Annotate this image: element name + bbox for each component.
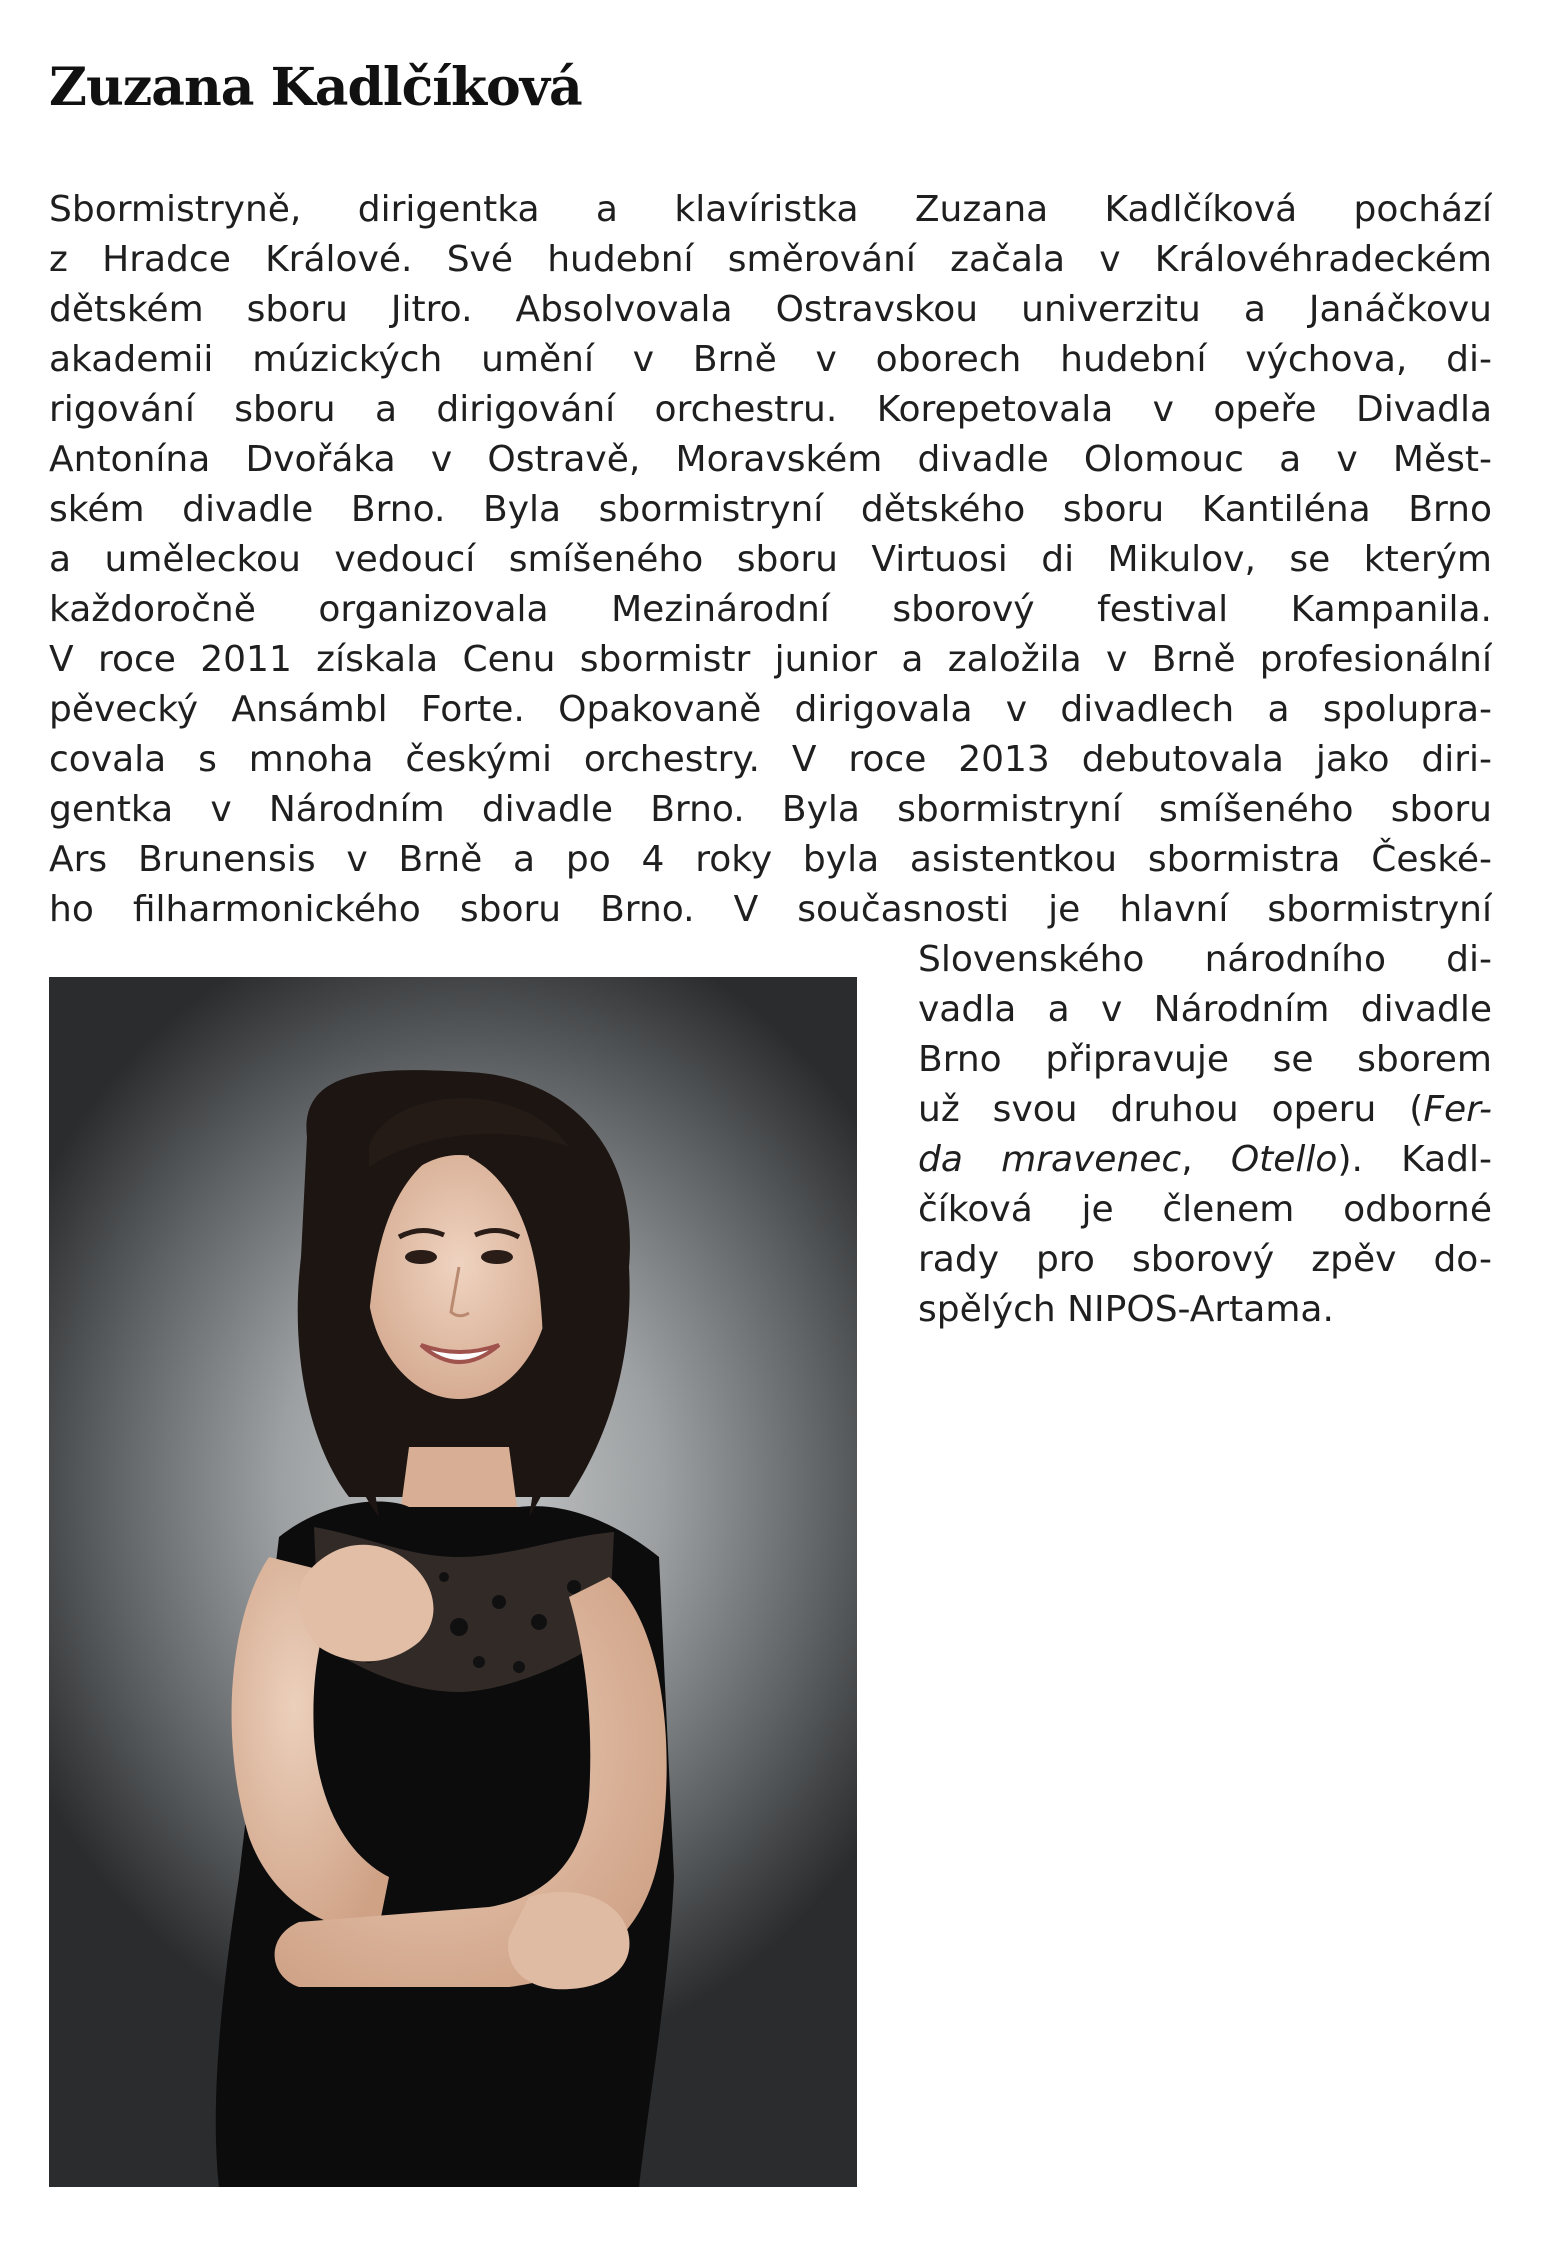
side-line-text: ,	[1181, 1139, 1231, 1180]
paragraph-line: ském divadle Brno. Byla sbormistryní dětského sboru Kantiléna Brno	[49, 489, 1492, 530]
right-eye	[481, 1250, 513, 1264]
side-paragraph-line	[918, 1085, 1492, 1135]
paragraph-line: V roce 2011 získala Cenu sbormistr junior a založila v Brně profesionální	[49, 639, 1492, 680]
side-paragraph-line: Slovenského národního di-	[918, 939, 1492, 980]
paragraph-line: gentka v Národním divadle Brno. Byla sbormistryní smíšeného sboru	[49, 789, 1492, 830]
paragraph-line: Ars Brunensis v Brně a po 4 roky byla asistentkou sbormistra České-	[49, 839, 1492, 880]
paragraph-line: Sbormistryně, dirigentka a klavíristka Zuzana Kadlčíková pochází	[49, 189, 1492, 230]
portrait-illustration	[49, 977, 857, 2187]
paragraph-line: covala s mnoha českými orchestry. V roce 2013 debutovala jako diri-	[49, 739, 1492, 780]
side-line-text: už svou druhou operu (	[918, 1089, 1424, 1130]
opera-title-italic: Fer-	[1423, 1089, 1492, 1130]
side-paragraph-line: spělých NIPOS-Artama.	[918, 1289, 1334, 1330]
left-eye	[405, 1250, 437, 1264]
side-paragraph-line: číková je členem odborné	[918, 1189, 1492, 1230]
portrait-photo	[49, 977, 857, 2187]
paragraph-line: rigování sboru a dirigování orchestru. Korepetovala v opeře Divadla	[49, 389, 1492, 430]
paragraph-line: pěvecký Ansámbl Forte. Opakovaně dirigovala v divadlech a spolupra-	[49, 689, 1492, 730]
page-title: Zuzana Kadlčíková	[49, 57, 582, 118]
side-paragraph-line: Brno připravuje se sborem	[918, 1039, 1492, 1080]
paragraph-line: ho filharmonického sboru Brno. V současnosti je hlavní sbormistryní	[49, 889, 1492, 930]
side-paragraph-line: vadla a v Národním divadle	[918, 989, 1492, 1030]
paragraph-line: dětském sboru Jitro. Absolvovala Ostravskou univerzitu a Janáčkovu	[49, 289, 1492, 330]
side-paragraph-line	[918, 1135, 1492, 1185]
side-line-text: ). Kadl-	[1337, 1139, 1492, 1180]
paragraph-line: Antonína Dvořáka v Ostravě, Moravském divadle Olomouc a v Měst-	[49, 439, 1492, 480]
side-paragraph-line: rady pro sborový zpěv do-	[918, 1239, 1492, 1280]
paragraph-line: z Hradce Králové. Své hudební směrování začala v Královéhradeckém	[49, 239, 1492, 280]
opera-title-italic: da mravenec	[918, 1139, 1182, 1180]
paragraph-line: akademii múzických umění v Brně v oborech hudební výchova, di-	[49, 339, 1492, 380]
paragraph-line: a uměleckou vedoucí smíšeného sboru Virtuosi di Mikulov, se kterým	[49, 539, 1492, 580]
paragraph-line: každoročně organizovala Mezinárodní sborový festival Kampanila.	[49, 589, 1492, 630]
opera-title-italic: Otello	[1230, 1139, 1338, 1180]
